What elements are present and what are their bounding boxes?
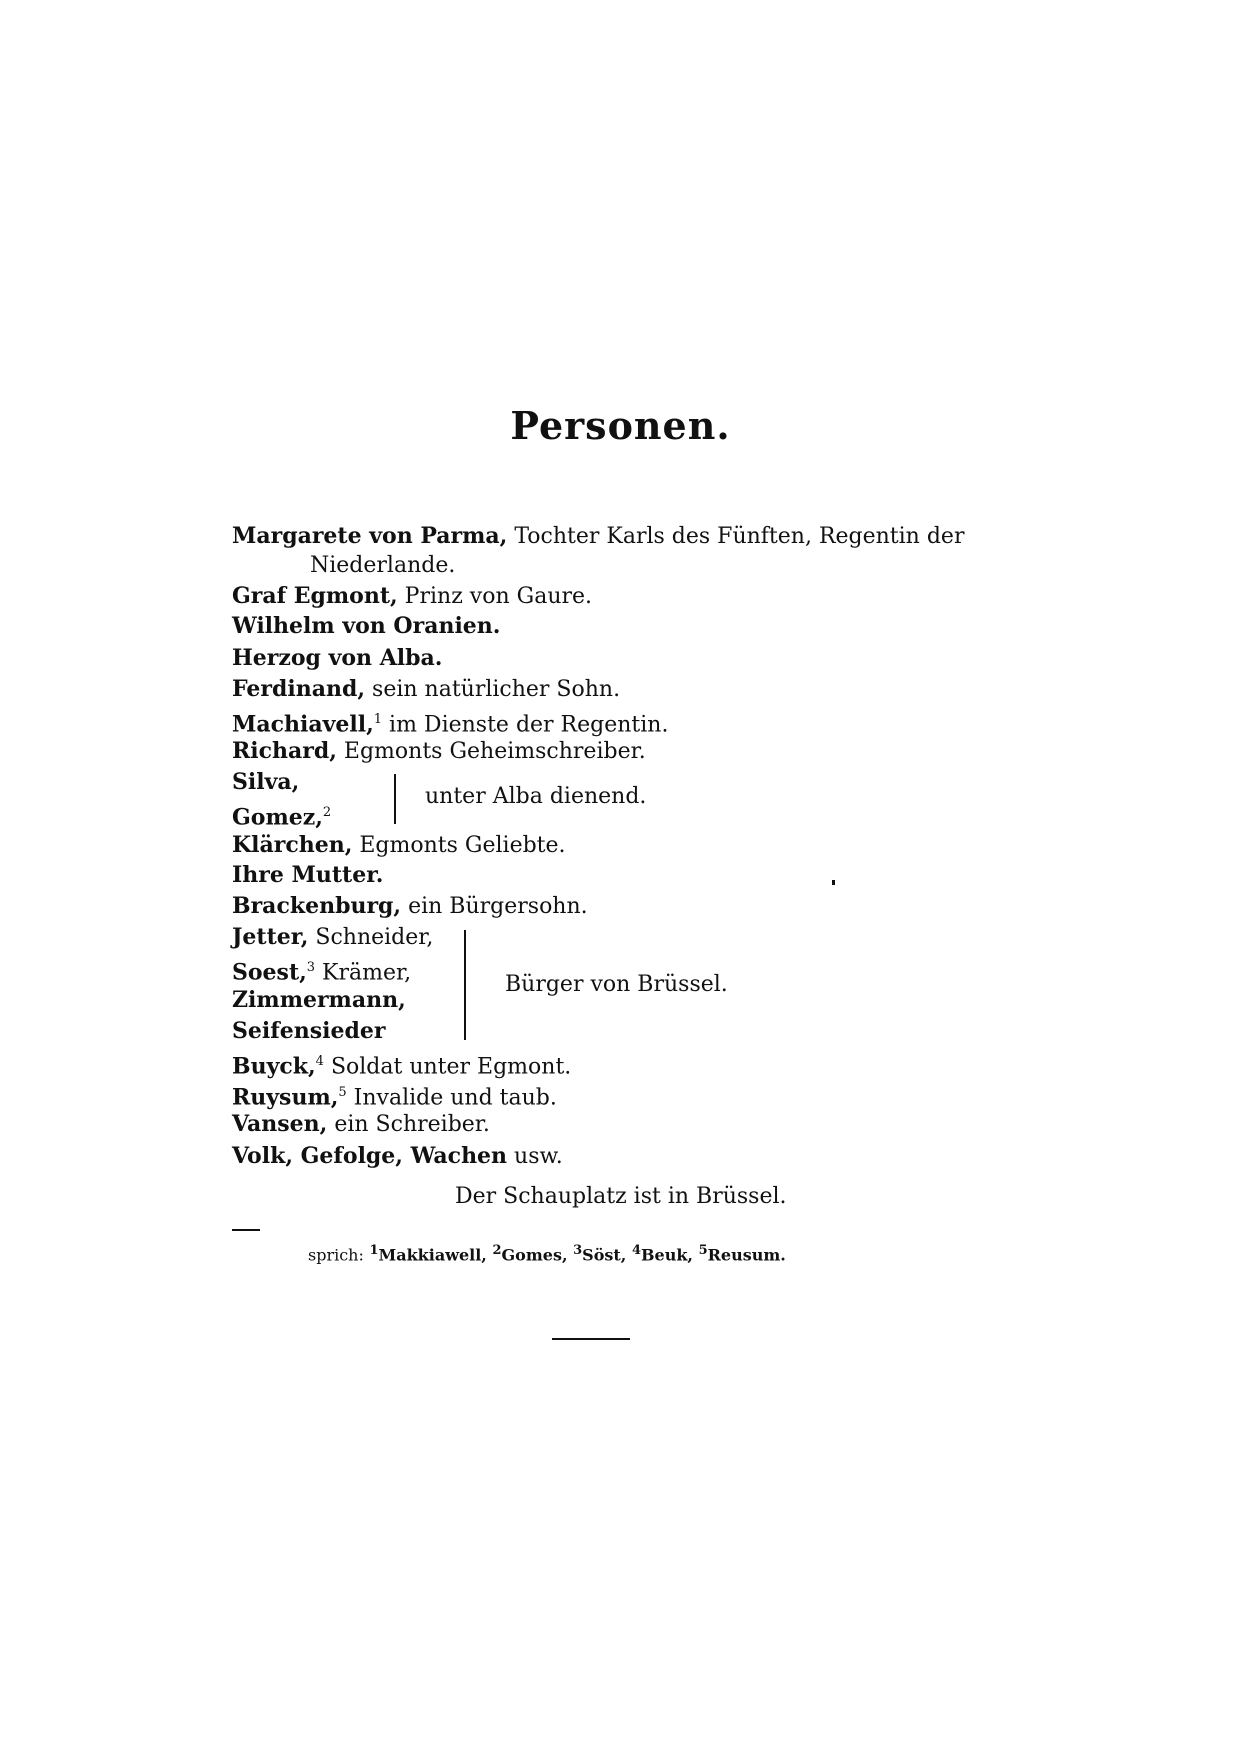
- character-name: Buyck,: [232, 1053, 316, 1080]
- cast-entry-seifensieder: [232, 1016, 385, 1047]
- cast-entry-ferdinand: [232, 674, 620, 705]
- footnote: [308, 1239, 786, 1267]
- character-name: Vansen,: [232, 1111, 328, 1137]
- character-description: Tochter Karls des Fünften, Regentin der: [507, 524, 965, 549]
- cast-entry-oranien: [232, 611, 500, 642]
- cast-entry-continuation: Niederlande.: [310, 553, 456, 578]
- character-name: Ruysum,: [232, 1084, 339, 1111]
- cast-entry-soest: [232, 953, 411, 988]
- character-name: Graf Egmont,: [232, 583, 398, 609]
- footnote-rule: [232, 1229, 260, 1231]
- cast-entry-brackenburg: [232, 891, 588, 922]
- footnote-marker: 3: [573, 1243, 583, 1258]
- character-name: Gomez,: [232, 804, 323, 831]
- character-name: Herzog von Alba.: [232, 645, 443, 671]
- footnote-lead: sprich:: [308, 1245, 364, 1265]
- character-description: Krämer,: [315, 960, 412, 986]
- cast-entry-egmont: [232, 581, 592, 612]
- cast-entry-volk: [232, 1141, 563, 1172]
- cast-entry-vansen: [232, 1109, 490, 1140]
- footnote-marker: 4: [631, 1243, 641, 1258]
- cast-entry-margarete: [232, 521, 964, 552]
- print-speck: [832, 880, 835, 885]
- character-name: Machiavell,: [232, 711, 374, 738]
- footnote-marker: 1: [369, 1243, 379, 1258]
- group-label-alba: unter Alba dienend.: [425, 784, 647, 809]
- footnote-marker: 4: [315, 1054, 324, 1069]
- character-name: Jetter,: [232, 924, 309, 950]
- brace-alba: [390, 774, 396, 824]
- footnote-marker: 5: [338, 1085, 347, 1100]
- footnote-item: Söst,: [582, 1245, 627, 1265]
- footnote-marker: 2: [322, 805, 332, 820]
- character-name: Wilhelm von Oranien.: [232, 613, 501, 639]
- cast-entry-klaerchen: [232, 830, 566, 861]
- character-description: Schneider,: [308, 925, 434, 950]
- character-description: usw.: [507, 1144, 563, 1169]
- footnote-item: Reusum.: [707, 1245, 786, 1265]
- brace-buerger: [460, 930, 466, 1040]
- end-ornament-rule: [552, 1338, 630, 1340]
- cast-entry-mutter: [232, 860, 383, 891]
- cast-entry-richard: [232, 736, 646, 767]
- character-description: sein natürlicher Sohn.: [365, 677, 621, 702]
- page-title: Personen.: [510, 403, 731, 448]
- character-description: ein Bürgersohn.: [401, 894, 588, 919]
- character-name: Klärchen,: [232, 832, 353, 858]
- character-name: Silva,: [232, 769, 300, 795]
- cast-entry-jetter: [232, 922, 433, 953]
- footnote-item: Gomes,: [501, 1245, 568, 1265]
- character-description: Invalide und taub.: [346, 1085, 557, 1111]
- character-name: Richard,: [232, 738, 337, 764]
- footnote-item: Makkiawell,: [378, 1245, 487, 1265]
- character-description: Egmonts Geheimschreiber.: [336, 739, 646, 764]
- character-name: Ferdinand,: [232, 676, 366, 702]
- character-name: Zimmermann,: [232, 987, 406, 1013]
- character-name: Brackenburg,: [232, 893, 402, 919]
- cast-entry-silva: [232, 767, 299, 798]
- character-description: Prinz von Gaure.: [397, 584, 593, 609]
- footnote-item: Beuk,: [640, 1245, 693, 1265]
- character-description: Egmonts Geliebte.: [352, 833, 566, 858]
- character-name: Volk, Gefolge, Wachen: [232, 1143, 508, 1169]
- character-description: Soldat unter Egmont.: [323, 1054, 572, 1080]
- footnote-marker: 1: [373, 712, 383, 727]
- cast-entry-gomez: [232, 798, 331, 833]
- character-description: im Dienste der Regentin.: [382, 712, 669, 738]
- cast-entry-alba: [232, 643, 442, 674]
- group-label-buerger: Bürger von Brüssel.: [505, 972, 728, 997]
- character-name: Ihre Mutter.: [232, 862, 384, 888]
- footnote-marker: 5: [698, 1243, 708, 1258]
- character-name: Seifensieder: [232, 1018, 386, 1044]
- footnote-marker: 3: [306, 960, 316, 975]
- setting-line: Der Schauplatz ist in Brüssel.: [455, 1184, 787, 1209]
- character-description: ein Schreiber.: [327, 1112, 490, 1137]
- character-name: Soest,: [232, 959, 307, 986]
- character-name: Margarete von Parma,: [232, 523, 508, 549]
- cast-entry-zimmermann: [232, 985, 406, 1016]
- footnote-marker: 2: [492, 1243, 502, 1258]
